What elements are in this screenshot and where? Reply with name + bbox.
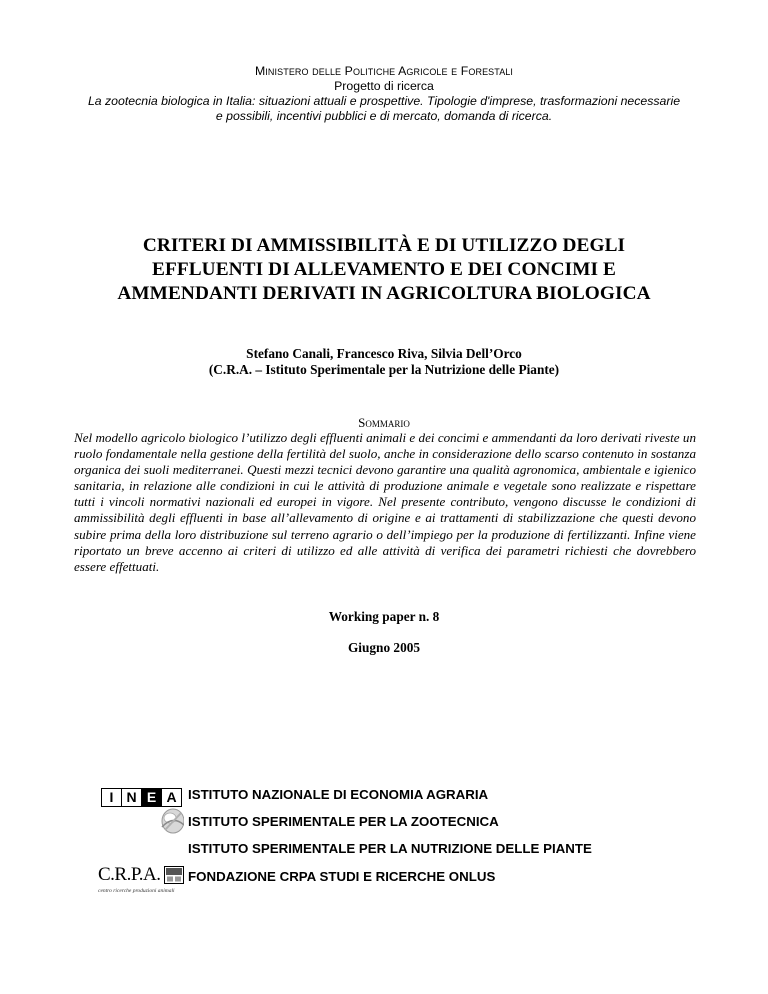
summary-text: Nel modello agricolo biologico l’utilizzo degli effluenti animali e dei concimi e ammendanti da loro derivati riveste un ruolo fondamentale nella gestione della fertilità del suolo, anche in considerazione dello scarso contenuto in sostanza organica dei suoli mediterranei. Questi mezzi tecnici devono garantire una qualità agronomica, ambientale e igienico sanitaria, in relazione alle condizioni in cui le attività di produzione animale e vegetale sono realizzate e rispettare tutti i vincoli normativi nazionali ed europei in vigore. Nel presente contributo, vengono discusse le condizioni di ammissibilità degli effluenti in base all’allevamento di origine e ai trattamenti di stabilizzazione che questi devono subire prima della loro distribuzione sul terreno agrario o dell’impiego per la produzione di fertilizzanti. Infine viene riportato un breve accenno ai criteri di utilizzo ed alle attività di verifica dei parametri richiesti che dovrebbero essere effettuati. xyxy=(74,430,696,574)
document-title xyxy=(60,234,708,306)
isz-logo xyxy=(98,807,184,835)
title-line-1: CRITERI DI AMMISSIBILITÀ E DI UTILIZZO DEGLI xyxy=(142,235,626,256)
inea-logo-letter: I xyxy=(102,789,122,806)
author-affiliation: (C.R.A. – Istituto Sperimentale per la Nutrizione delle Piante) xyxy=(208,362,560,377)
project-title-line-2: e possibili, incentivi pubblici e di mercato, domanda di ricerca. xyxy=(215,109,553,123)
inea-logo xyxy=(98,780,184,808)
ministry-name: Ministero delle Politiche Agricole e Forestali xyxy=(254,64,514,78)
isz-emblem-icon xyxy=(98,807,184,835)
crpa-logo-subtext: centro ricerche produzioni animali xyxy=(98,888,175,894)
inea-logo-letter: N xyxy=(122,789,142,806)
institution-name-isnp: ISTITUTO SPERIMENTALE PER LA NUTRIZIONE DELLE PIANTE xyxy=(188,841,592,856)
author-names: Stefano Canali, Francesco Riva, Silvia Dell’Orco xyxy=(246,346,522,361)
authors-block xyxy=(60,346,708,378)
institution-name-crpa: FONDAZIONE CRPA STUDI E RICERCHE ONLUS xyxy=(188,869,496,884)
institution-row-inea xyxy=(98,780,658,808)
crpa-emblem-icon xyxy=(164,866,184,884)
header xyxy=(40,64,728,124)
title-line-3: AMMENDANTI DERIVATI IN AGRICOLTURA BIOLOGICA xyxy=(117,283,651,304)
inea-logo-letter: E xyxy=(142,789,162,806)
institution-row-isnp xyxy=(98,834,658,862)
summary-heading: Sommario xyxy=(358,415,410,430)
publication-date: Giugno 2005 xyxy=(347,640,421,655)
crpa-logo xyxy=(98,862,184,902)
working-paper-number: Working paper n. 8 xyxy=(328,609,440,624)
project-label: Progetto di ricerca xyxy=(334,79,434,93)
institution-name-inea: ISTITUTO NAZIONALE DI ECONOMIA AGRARIA xyxy=(188,787,489,802)
title-line-2: EFFLUENTI DI ALLEVAMENTO E DEI CONCIMI E xyxy=(152,259,616,280)
institution-row-crpa xyxy=(98,862,658,894)
project-title-line-1: La zootecnia biologica in Italia: situazioni attuali e prospettive. Tipologie d'imprese, trasformazioni necessarie xyxy=(87,94,681,108)
institution-name-isz: ISTITUTO SPERIMENTALE PER LA ZOOTECNICA xyxy=(188,814,499,829)
crpa-logo-text: C.R.P.A. xyxy=(98,864,161,885)
institution-row-isz xyxy=(98,807,658,835)
inea-logo-letter: A xyxy=(166,789,177,805)
